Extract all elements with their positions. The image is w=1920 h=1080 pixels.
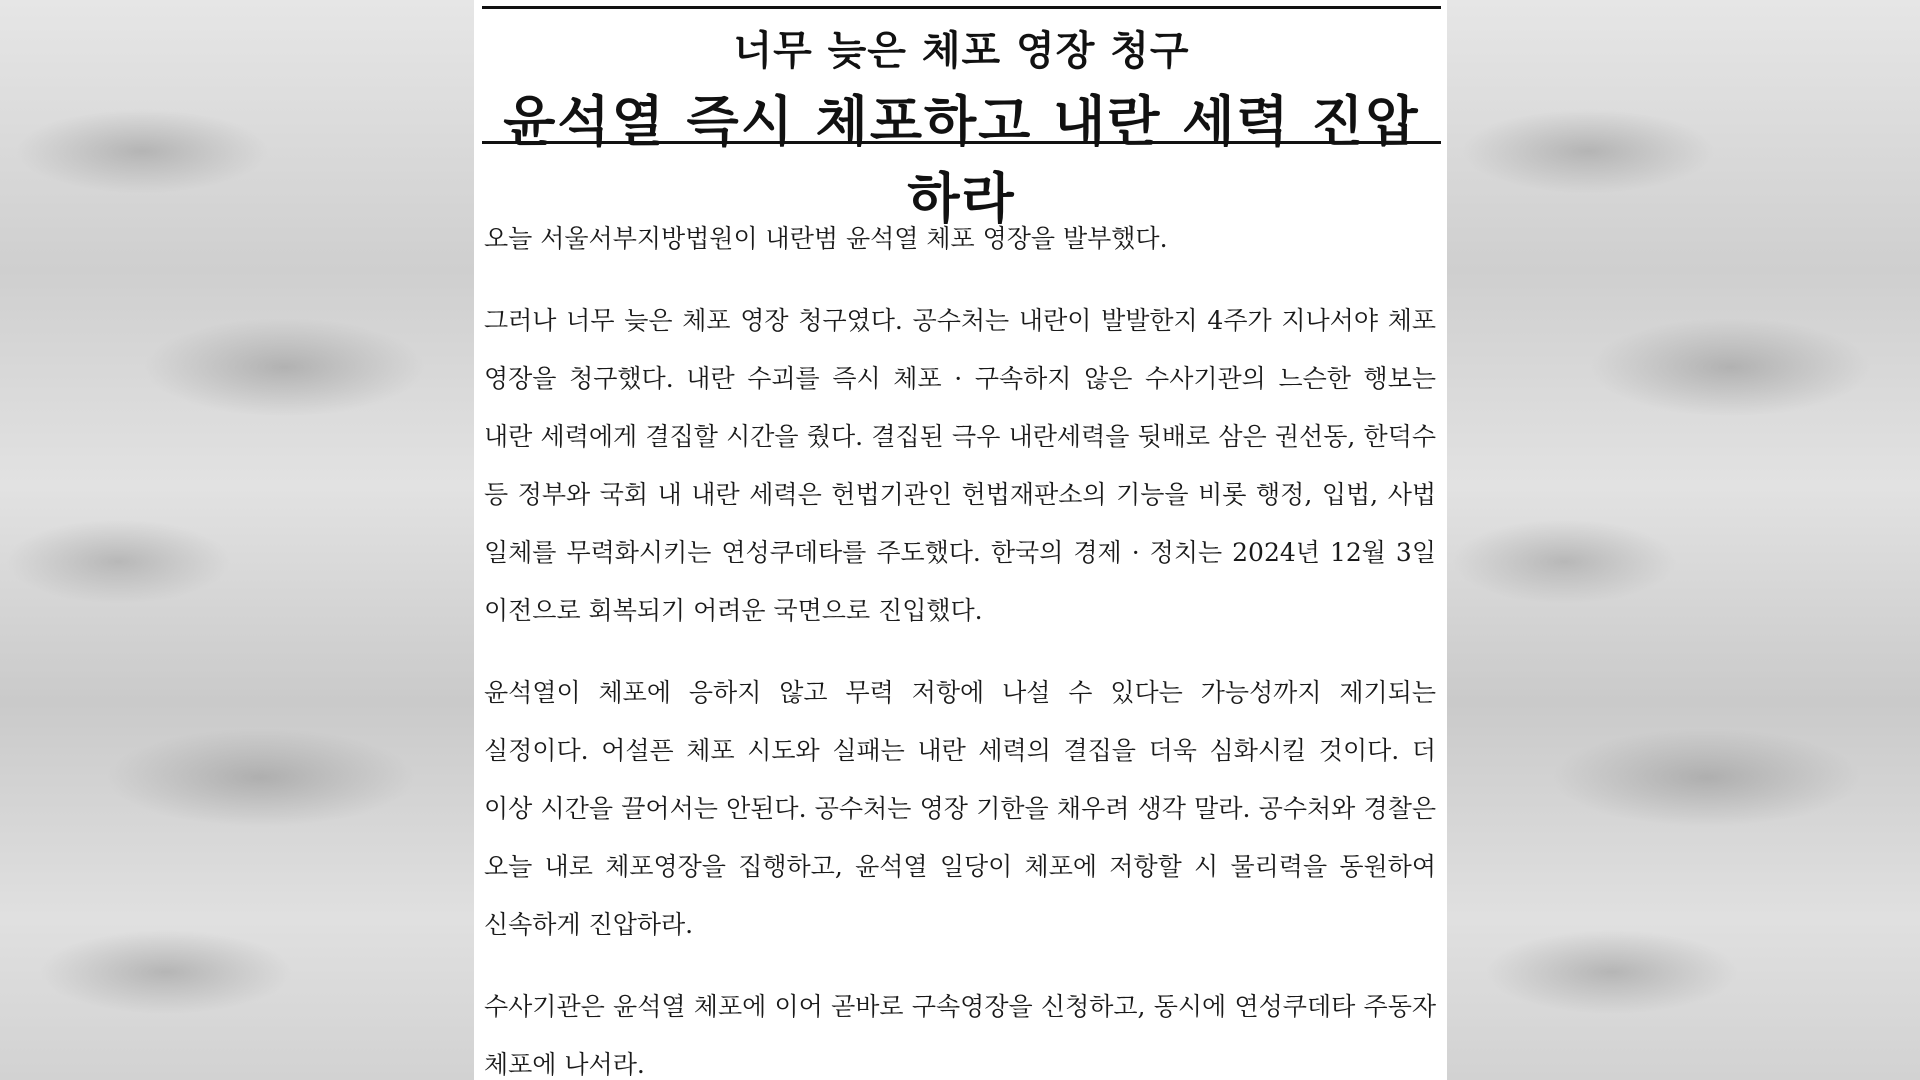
statement-document	[474, 0, 1447, 1080]
document-body	[484, 210, 1436, 1080]
blurred-background-left	[0, 0, 474, 1080]
headline-kicker: 너무 늦은 체포 영장 청구	[733, 27, 1190, 74]
blurred-background-right	[1446, 0, 1920, 1080]
paragraph: 윤석열이 체포에 응하지 않고 무력 저항에 나설 수 있다는 가능성까지 제기되는 실정이다. 어설픈 체포 시도와 실패는 내란 세력의 결집을 더욱 심화시킬 것이다. 더 이상 시간을 끌어서는 안된다. 공수처는 영장 기한을 채우려 생각 말라. 공수처와 경찰은 오늘 내로 체포영장을 집행하고, 윤석열 일당이 체포에 저항할 시 물리력을 동원하여 신속하게 진압하라.	[484, 678, 1436, 939]
paragraph: 수사기관은 윤석열 체포에 이어 곧바로 구속영장을 신청하고, 동시에 연성쿠데타 주동자 체포에 나서라.	[484, 992, 1436, 1079]
headline-title: 윤석열 즉시 체포하고 내란 세력 진압하라	[503, 89, 1420, 230]
paragraph: 오늘 서울서부지방법원이 내란범 윤석열 체포 영장을 발부했다.	[484, 224, 1168, 253]
paragraph: 그러나 너무 늦은 체포 영장 청구였다. 공수처는 내란이 발발한지 4주가 지나서야 체포 영장을 청구했다. 내란 수괴를 즉시 체포 · 구속하지 않은 수사기관의 느슨한 행보는 내란 세력에게 결집할 시간을 줬다. 결집된 극우 내란세력을 뒷배로 삼은 권선동, 한덕수 등 정부와 국회 내 내란 세력은 헌법기관인 헌법재판소의 기능을 비롯 행정, 입법, 사법 일체를 무력화시키는 연성쿠데타를 주도했다. 한국의 경제 · 정치는 2024년 12월 3일 이전으로 회복되기 어려운 국면으로 진입했다.	[484, 306, 1436, 625]
headline-box	[482, 6, 1441, 230]
